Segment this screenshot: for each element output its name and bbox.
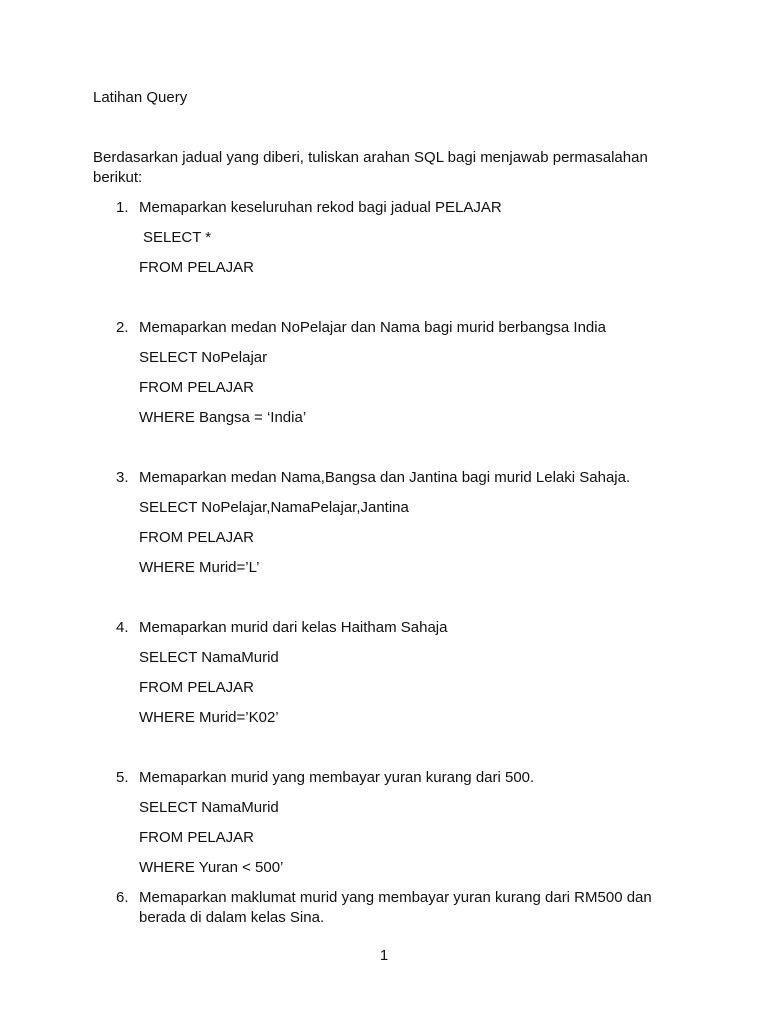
question-5-answer-line-1: SELECT NamaMurid: [139, 799, 279, 816]
question-1-answer-line-1: SELECT *: [143, 229, 212, 246]
question-4-answer-line-2: FROM PELAJAR: [139, 679, 255, 696]
question-2-answer-line-2: FROM PELAJAR: [139, 379, 255, 396]
question-6-number: 6.: [116, 889, 129, 906]
question-3-answer-line-3: WHERE Murid=’L’: [139, 559, 260, 576]
document-title: Latihan Query: [93, 89, 188, 106]
page-number: 1: [379, 947, 389, 964]
intro-line-1: Berdasarkan jadual yang diberi, tuliskan arahan SQL bagi menjawab permasalahan: [93, 149, 648, 166]
intro-line-2: berikut:: [93, 169, 143, 186]
question-4-number: 4.: [116, 619, 129, 636]
question-3-text: Memaparkan medan Nama,Bangsa dan Jantina bagi murid Lelaki Sahaja.: [139, 469, 631, 486]
question-3-answer-line-1: SELECT NoPelajar,NamaPelajar,Jantina: [139, 499, 409, 516]
question-4-text: Memaparkan murid dari kelas Haitham Sahaja: [139, 619, 448, 636]
question-5-answer-line-3: WHERE Yuran < 500’: [139, 859, 284, 876]
question-2-answer-line-3: WHERE Bangsa = ‘India’: [139, 409, 307, 426]
question-1-text: Memaparkan keseluruhan rekod bagi jadual PELAJAR: [139, 199, 502, 216]
question-5-number: 5.: [116, 769, 129, 786]
question-3-answer-line-2: FROM PELAJAR: [139, 529, 255, 546]
question-2-text: Memaparkan medan NoPelajar dan Nama bagi murid berbangsa India: [139, 319, 606, 336]
question-6-text-line-1: Memaparkan maklumat murid yang membayar yuran kurang dari RM500 dan: [139, 889, 652, 906]
question-4-answer-line-3: WHERE Murid=’K02’: [139, 709, 279, 726]
question-4-answer-line-1: SELECT NamaMurid: [139, 649, 279, 666]
question-2-number: 2.: [116, 319, 129, 336]
question-3-number: 3.: [116, 469, 129, 486]
question-2-answer-line-1: SELECT NoPelajar: [139, 349, 268, 366]
question-6-text-line-2: berada di dalam kelas Sina.: [139, 909, 325, 926]
question-5-text: Memaparkan murid yang membayar yuran kurang dari 500.: [139, 769, 535, 786]
question-1-answer-line-2: FROM PELAJAR: [139, 259, 255, 276]
question-1-number: 1.: [116, 199, 129, 216]
question-5-answer-line-2: FROM PELAJAR: [139, 829, 255, 846]
